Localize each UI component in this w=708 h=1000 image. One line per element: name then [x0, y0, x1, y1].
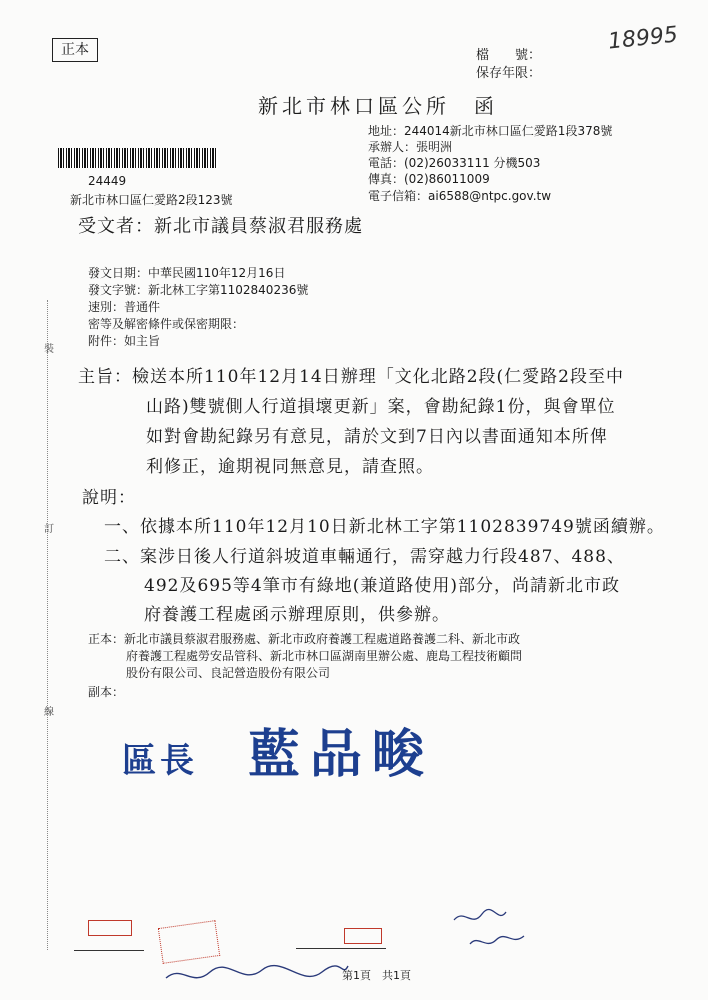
margin-mark-line: 線 — [44, 707, 54, 718]
cc-line: 正本：新北市議員蔡淑君服務處、新北市政府養護工程處道路養護二科、新北市政 — [88, 632, 521, 646]
handwritten-annotation — [296, 912, 386, 949]
postal-code: 24449 — [88, 174, 127, 188]
retention-period-label: 保存年限： — [476, 66, 542, 81]
handwriting-scribble-icon — [162, 958, 352, 996]
handwritten-number: 18995 — [606, 22, 680, 55]
handwritten-annotation — [450, 906, 530, 956]
red-seal-stamp — [88, 920, 132, 936]
handwriting-scribble-icon — [450, 906, 530, 956]
sender-handler: 承辦人：張明洲 — [368, 140, 453, 154]
margin-mark-order: 訂 — [44, 524, 54, 535]
barcode — [58, 148, 218, 168]
explanation-item: 二、案涉日後人行道斜坡道車輛通行，需穿越力行段487、488、 — [104, 547, 625, 567]
document-number: 發文字號：新北林工字第1102840236號 — [88, 283, 309, 297]
handwritten-annotation — [162, 958, 352, 996]
subject-line: 利修正，逾期視同無意見，請查照。 — [146, 457, 434, 477]
page-number: 第1頁 共1頁 — [342, 969, 411, 982]
issue-date: 發文日期：中華民國110年12月16日 — [88, 266, 286, 280]
explanation-heading: 說明： — [82, 488, 136, 508]
signature-title: 區長 — [122, 741, 198, 781]
sender-address: 地址：244014新北市林口區仁愛路1段378號 — [368, 124, 613, 138]
explanation-item: 一、依據本所110年12月10日新北林工字第1102839749號函續辦。 — [104, 517, 665, 537]
subject-line: 主旨：檢送本所110年12月14日辦理「文化北路2段(仁愛路2段至中 — [78, 367, 624, 387]
sender-email: 電子信箱：ai6588@ntpc.gov.tw — [368, 189, 552, 203]
sender-phone: 電話：(02)26033111 分機503 — [368, 156, 541, 170]
explanation-item: 492及695等4筆市有綠地(兼道路使用)部分，尚請新北市政 — [144, 576, 620, 596]
document-title: 新北市林口區公所 函 — [258, 94, 498, 118]
attachment: 附件：如主旨 — [88, 334, 161, 348]
cc-line: 府養護工程處勞安品管科、新北市林口區湖南里辦公處、鹿島工程技術顧問 — [126, 649, 523, 663]
margin-mark-bind: 裝 — [44, 344, 54, 355]
recipient: 受文者：新北市議員蔡淑君服務處 — [78, 216, 363, 237]
explanation-item: 府養護工程處函示辦理原則，供參辦。 — [144, 605, 450, 625]
delivery-speed: 速別：普通件 — [88, 300, 161, 314]
file-number-label: 檔 號： — [476, 48, 542, 63]
cc-line: 股份有限公司、良記營造股份有限公司 — [126, 666, 331, 680]
classification: 密等及解密條件或保密期限： — [88, 317, 245, 331]
sender-fax: 傳真：(02)86011009 — [368, 172, 490, 186]
handwritten-annotation — [74, 916, 144, 951]
signature-name: 藍品畯 — [248, 724, 435, 785]
red-seal-stamp — [344, 928, 382, 944]
copy-label: 副本： — [88, 685, 125, 699]
binding-line — [47, 300, 48, 950]
subject-line: 如對會勘紀錄另有意見，請於文到7日內以書面通知本所俾 — [146, 427, 608, 447]
original-copy-stamp: 正本 — [52, 38, 98, 62]
subject-line: 山路)雙號側人行道損壞更新」案，會勘紀錄1份，與會單位 — [146, 397, 616, 417]
mailing-address: 新北市林口區仁愛路2段123號 — [70, 193, 233, 207]
